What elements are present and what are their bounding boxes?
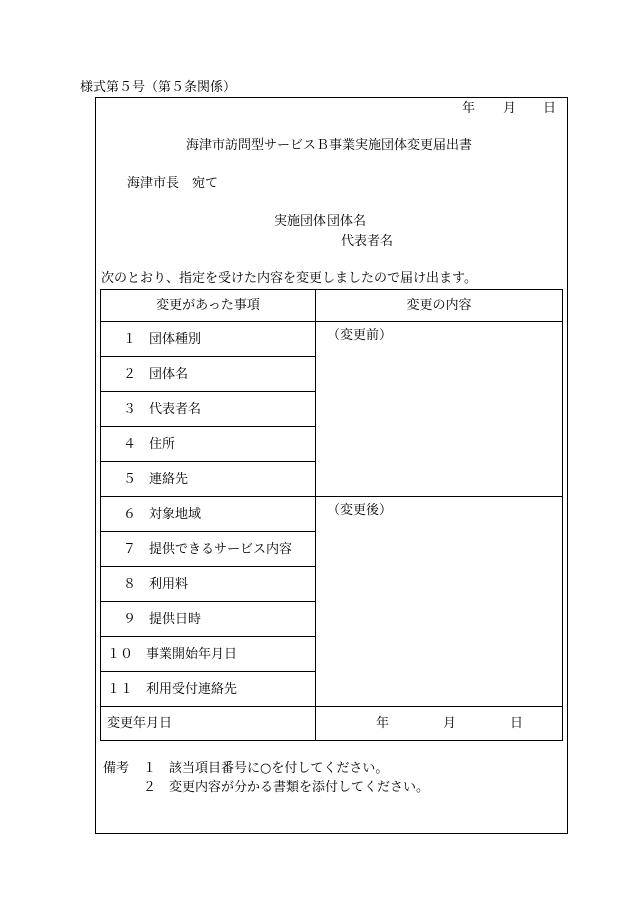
item-fee: ８ 利用料: [101, 567, 316, 602]
note-2-text: 変更内容が分かる書類を添付してください。: [169, 780, 430, 795]
change-date-cell[interactable]: [316, 707, 563, 741]
item-org-type: １ 団体種別: [101, 322, 316, 357]
item-reception-contact: １１ 利用受付連絡先: [101, 672, 316, 707]
form-number: 様式第５号（第５条関係）: [80, 80, 237, 95]
header-items: 変更があった事項: [101, 290, 316, 322]
date-month-label: 月: [503, 101, 517, 116]
date-day-label: 日: [543, 101, 557, 116]
item-target-area: ６ 対象地域: [101, 497, 316, 532]
item-contact: ５ 連絡先: [101, 462, 316, 497]
item-start-date: １０ 事業開始年月日: [101, 637, 316, 672]
note-1-text: 該当項目番号に○を付してください。: [169, 761, 389, 776]
header-content: 変更の内容: [316, 290, 563, 322]
change-date-label: 変更年月日: [101, 707, 316, 741]
applicant-label: 実施団体: [274, 214, 327, 229]
before-label: （変更前）: [327, 328, 393, 343]
addressee: 海津市長 宛て: [127, 176, 219, 191]
table-row: [101, 497, 563, 532]
before-content-cell[interactable]: [316, 322, 563, 497]
note-2-number: ２: [143, 780, 157, 795]
item-org-name: ２ 団体名: [101, 357, 316, 392]
item-address: ４ 住所: [101, 427, 316, 462]
after-label: （変更後）: [327, 503, 393, 518]
change-month-label: 月: [443, 716, 457, 731]
notes-label: 備考: [103, 761, 130, 776]
table-row: [101, 322, 563, 357]
item-service-datetime: ９ 提供日時: [101, 602, 316, 637]
item-representative: ３ 代表者名: [101, 392, 316, 427]
date-year-label: 年: [462, 101, 476, 116]
document-title: 海津市訪問型サービスＢ事業実施団体変更届出書: [186, 138, 473, 153]
change-day-label: 日: [510, 716, 524, 731]
intro-text: 次のとおり、指定を受けた内容を変更しましたので届け出ます。: [101, 271, 477, 286]
rep-name-label: 代表者名: [341, 234, 394, 249]
item-service-content: ７ 提供できるサービス内容: [101, 532, 316, 567]
note-1-number: １: [143, 761, 157, 776]
change-date-row: [101, 707, 563, 741]
table-header-row: [101, 290, 563, 322]
org-name-label: 団体名: [327, 214, 367, 229]
after-content-cell[interactable]: [316, 497, 563, 707]
change-year-label: 年: [376, 716, 390, 731]
change-table: [100, 289, 563, 741]
